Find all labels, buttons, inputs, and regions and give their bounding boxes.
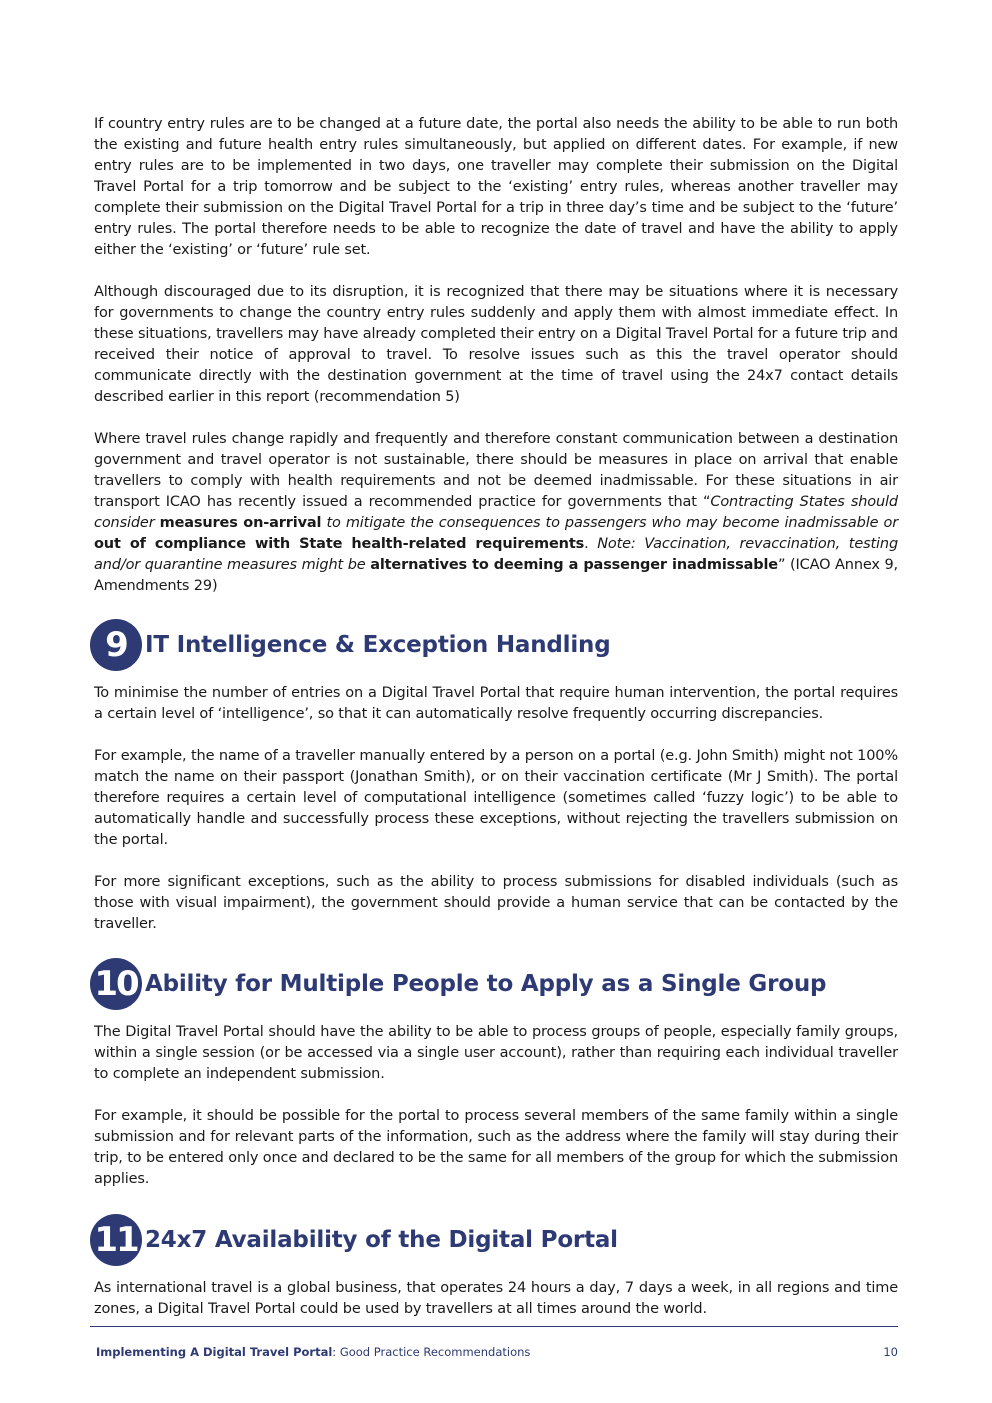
section-11-heading — [90, 1212, 898, 1268]
section-11-paragraph-1: As international travel is a global business, that operates 24 hours a day, 7 days a week, in all regions and time zones, a Digital Travel Portal could be used by travellers at all times around the world. — [94, 1280, 898, 1317]
section-10-paragraph-1: The Digital Travel Portal should have the ability to be able to process groups of people, especially family groups, within a single session (or be accessed via a single user account), rather than requiring each individual traveller to complete an independent submission. — [94, 1024, 898, 1082]
footer-divider — [90, 1326, 898, 1327]
footer — [96, 1345, 898, 1359]
section-number-badge: 9 — [90, 619, 142, 671]
section-title: IT Intelligence & Exception Handling — [145, 632, 611, 658]
intro-paragraph-3: Where travel rules change rapidly and frequently and therefore constant communication between a destination government and travel operator is not sustainable, there should be measures in place on arrival that enable travellers to comply with health requirements and not be deemed inadmissable. For these situations in air transport ICAO has recently issued a recommended practice for governments that “Contracting States should consider measures on-arrival to mitigate the consequences to passengers who may become inadmissable or out of compliance with State health-related requirements. Note: Vaccination, revaccination, testing and/or quarantine measures might be alternatives to deeming a passenger inadmissable” (ICAO Annex 9, Amendments 29) — [94, 431, 899, 594]
section-10-paragraph-2: For example, it should be possible for the portal to process several members of the same family within a single submission and for relevant parts of the information, such as the address where the family will stay during their trip, to be entered only once and declared to be the same for all members of the group for which the submission applies. — [94, 1108, 898, 1187]
section-title: Ability for Multiple People to Apply as a Single Group — [145, 971, 827, 997]
page-content — [94, 114, 898, 1341]
section-title: 24x7 Availability of the Digital Portal — [145, 1227, 618, 1253]
section-10-heading — [90, 956, 898, 1012]
section-number-badge: 11 — [90, 1214, 142, 1266]
footer-title: Implementing A Digital Travel Portal: Good Practice Recommendations — [96, 1345, 531, 1359]
section-number-badge: 10 — [90, 958, 142, 1010]
section-9-paragraph-2: For example, the name of a traveller manually entered by a person on a portal (e.g. John Smith) might not 100% match the name on their passport (Jonathan Smith), or on their vaccination certificate (Mr J Smith). The portal therefore requires a certain level of computational intelligence (sometimes called ‘fuzzy logic’) to be able to automatically handle and successfully process these exceptions, without rejecting the travellers submission on the portal. — [94, 748, 898, 848]
section-9-paragraph-1: To minimise the number of entries on a Digital Travel Portal that require human intervention, the portal requires a certain level of ‘intelligence’, so that it can automatically resolve frequently occurring discrepancies. — [94, 685, 898, 722]
intro-paragraph-2: Although discouraged due to its disruption, it is recognized that there may be situations where it is necessary for governments to change the country entry rules suddenly and apply them with almost immediate effect. In these situations, travellers may have already completed their entry on a Digital Travel Portal for a future trip and received their notice of approval to travel. To resolve issues such as this the travel operator should communicate directly with the destination government at the time of travel using the 24x7 contact details described earlier in this report (recommendation 5) — [94, 284, 898, 405]
section-9-heading — [90, 617, 898, 673]
page-number: 10 — [883, 1345, 898, 1359]
section-9-paragraph-3: For more significant exceptions, such as the ability to process submissions for disabled individuals (such as those with visual impairment), the government should provide a human service that can be contacted by the traveller. — [94, 874, 898, 932]
intro-paragraph-1: If country entry rules are to be changed at a future date, the portal also needs the ability to be able to run both the existing and future health entry rules simultaneously, but applied on different dates. For example, if new entry rules are to be implemented in two days, one traveller may complete their submission on the Digital Travel Portal for a trip tomorrow and be subject to the ‘existing’ entry rules, whereas another traveller may complete their submission on the Digital Travel Portal for a trip in three day’s time and be subject to the ‘future’ entry rules. The portal therefore needs to be able to recognize the date of travel and have the ability to apply either the ‘existing’ or ‘future’ rule set. — [94, 116, 898, 258]
